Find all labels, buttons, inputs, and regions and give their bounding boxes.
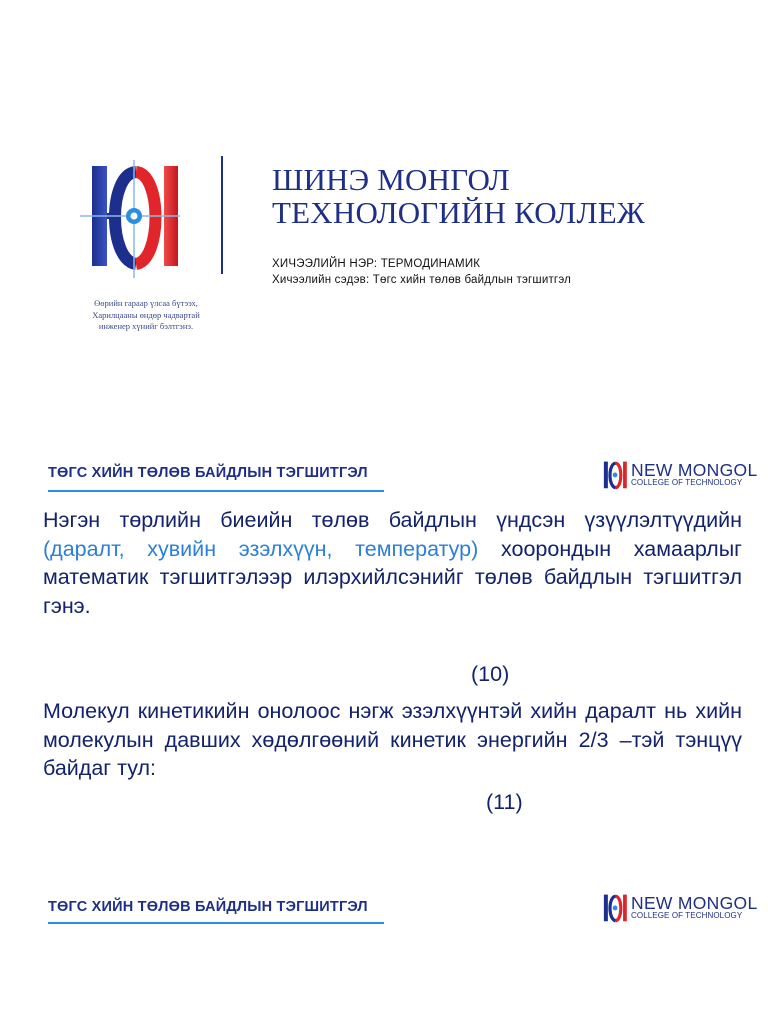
brand-mark-icon xyxy=(600,460,628,492)
course-name: ХИЧЭЭЛИЙН НЭР: ТЕРМОДИНАМИК xyxy=(272,258,481,270)
slide-header: ТӨГС ХИЙН ТӨЛӨВ БАЙДЛЫН ТЭГШИТГЭЛ xyxy=(48,465,368,481)
equation-number: (11) xyxy=(486,790,523,814)
definition-text-end: хоорондын хамаарлыг математик тэгшитгэлээр илэрхийлсэнийг төлөв байдлын тэгшитгэл гэнэ. xyxy=(43,536,742,618)
college-title-line1: ШИНЭ МОНГОЛ xyxy=(272,162,510,197)
header-underline xyxy=(48,922,384,924)
brand-subtitle: COLLEGE OF TECHNOLOGY xyxy=(631,478,743,487)
header-underline xyxy=(48,490,384,492)
college-motto xyxy=(66,298,226,333)
equation-number: (10) xyxy=(471,662,510,686)
college-title-line2: ТЕХНОЛОГИЙН КОЛЛЕЖ xyxy=(272,195,645,230)
brand-logo xyxy=(600,893,760,929)
definition-text: Нэгэн төрлийн биеийн төлөв байдлын үндсэн үзүүлэлтүүдийн xyxy=(43,508,742,532)
brand-name: NEW MONGOL xyxy=(631,460,758,480)
college-logo xyxy=(78,160,182,280)
motto-line: Өөрийн гараар үлсаа бүтээх, xyxy=(94,298,198,308)
brand-logo xyxy=(600,460,760,496)
slide-header: ТӨГС ХИЙН ТӨЛӨВ БАЙДЛЫН ТЭГШИТГЭЛ xyxy=(48,899,368,915)
brand-name: NEW MONGOL xyxy=(631,893,758,913)
brand-mark-icon xyxy=(600,893,628,925)
brand-subtitle: COLLEGE OF TECHNOLOGY xyxy=(631,911,743,920)
motto-line: Харилцааны өндөр чадвартай xyxy=(92,309,200,320)
definition-paragraph xyxy=(43,506,742,620)
motto-line: инженер хүнийг бэлтгэнэ. xyxy=(98,321,194,331)
kinetic-paragraph: Молекул кинетикийн онолоос нэгж эзэлхүүнтэй хийн даралт нь хийн молекулын давших хөдөлгөөний кинетик энергийн 2/3 –тэй тэнцүү байдаг тул: xyxy=(43,699,742,780)
title-divider xyxy=(221,156,223,274)
definition-parameters: (даралт, хувийн эзэлхүүн, температур) xyxy=(43,536,479,561)
college-title xyxy=(272,163,742,229)
course-topic: Хичээлийн сэдэв: Төгс хийн төлөв байдлын тэгшитгэл xyxy=(272,274,572,286)
